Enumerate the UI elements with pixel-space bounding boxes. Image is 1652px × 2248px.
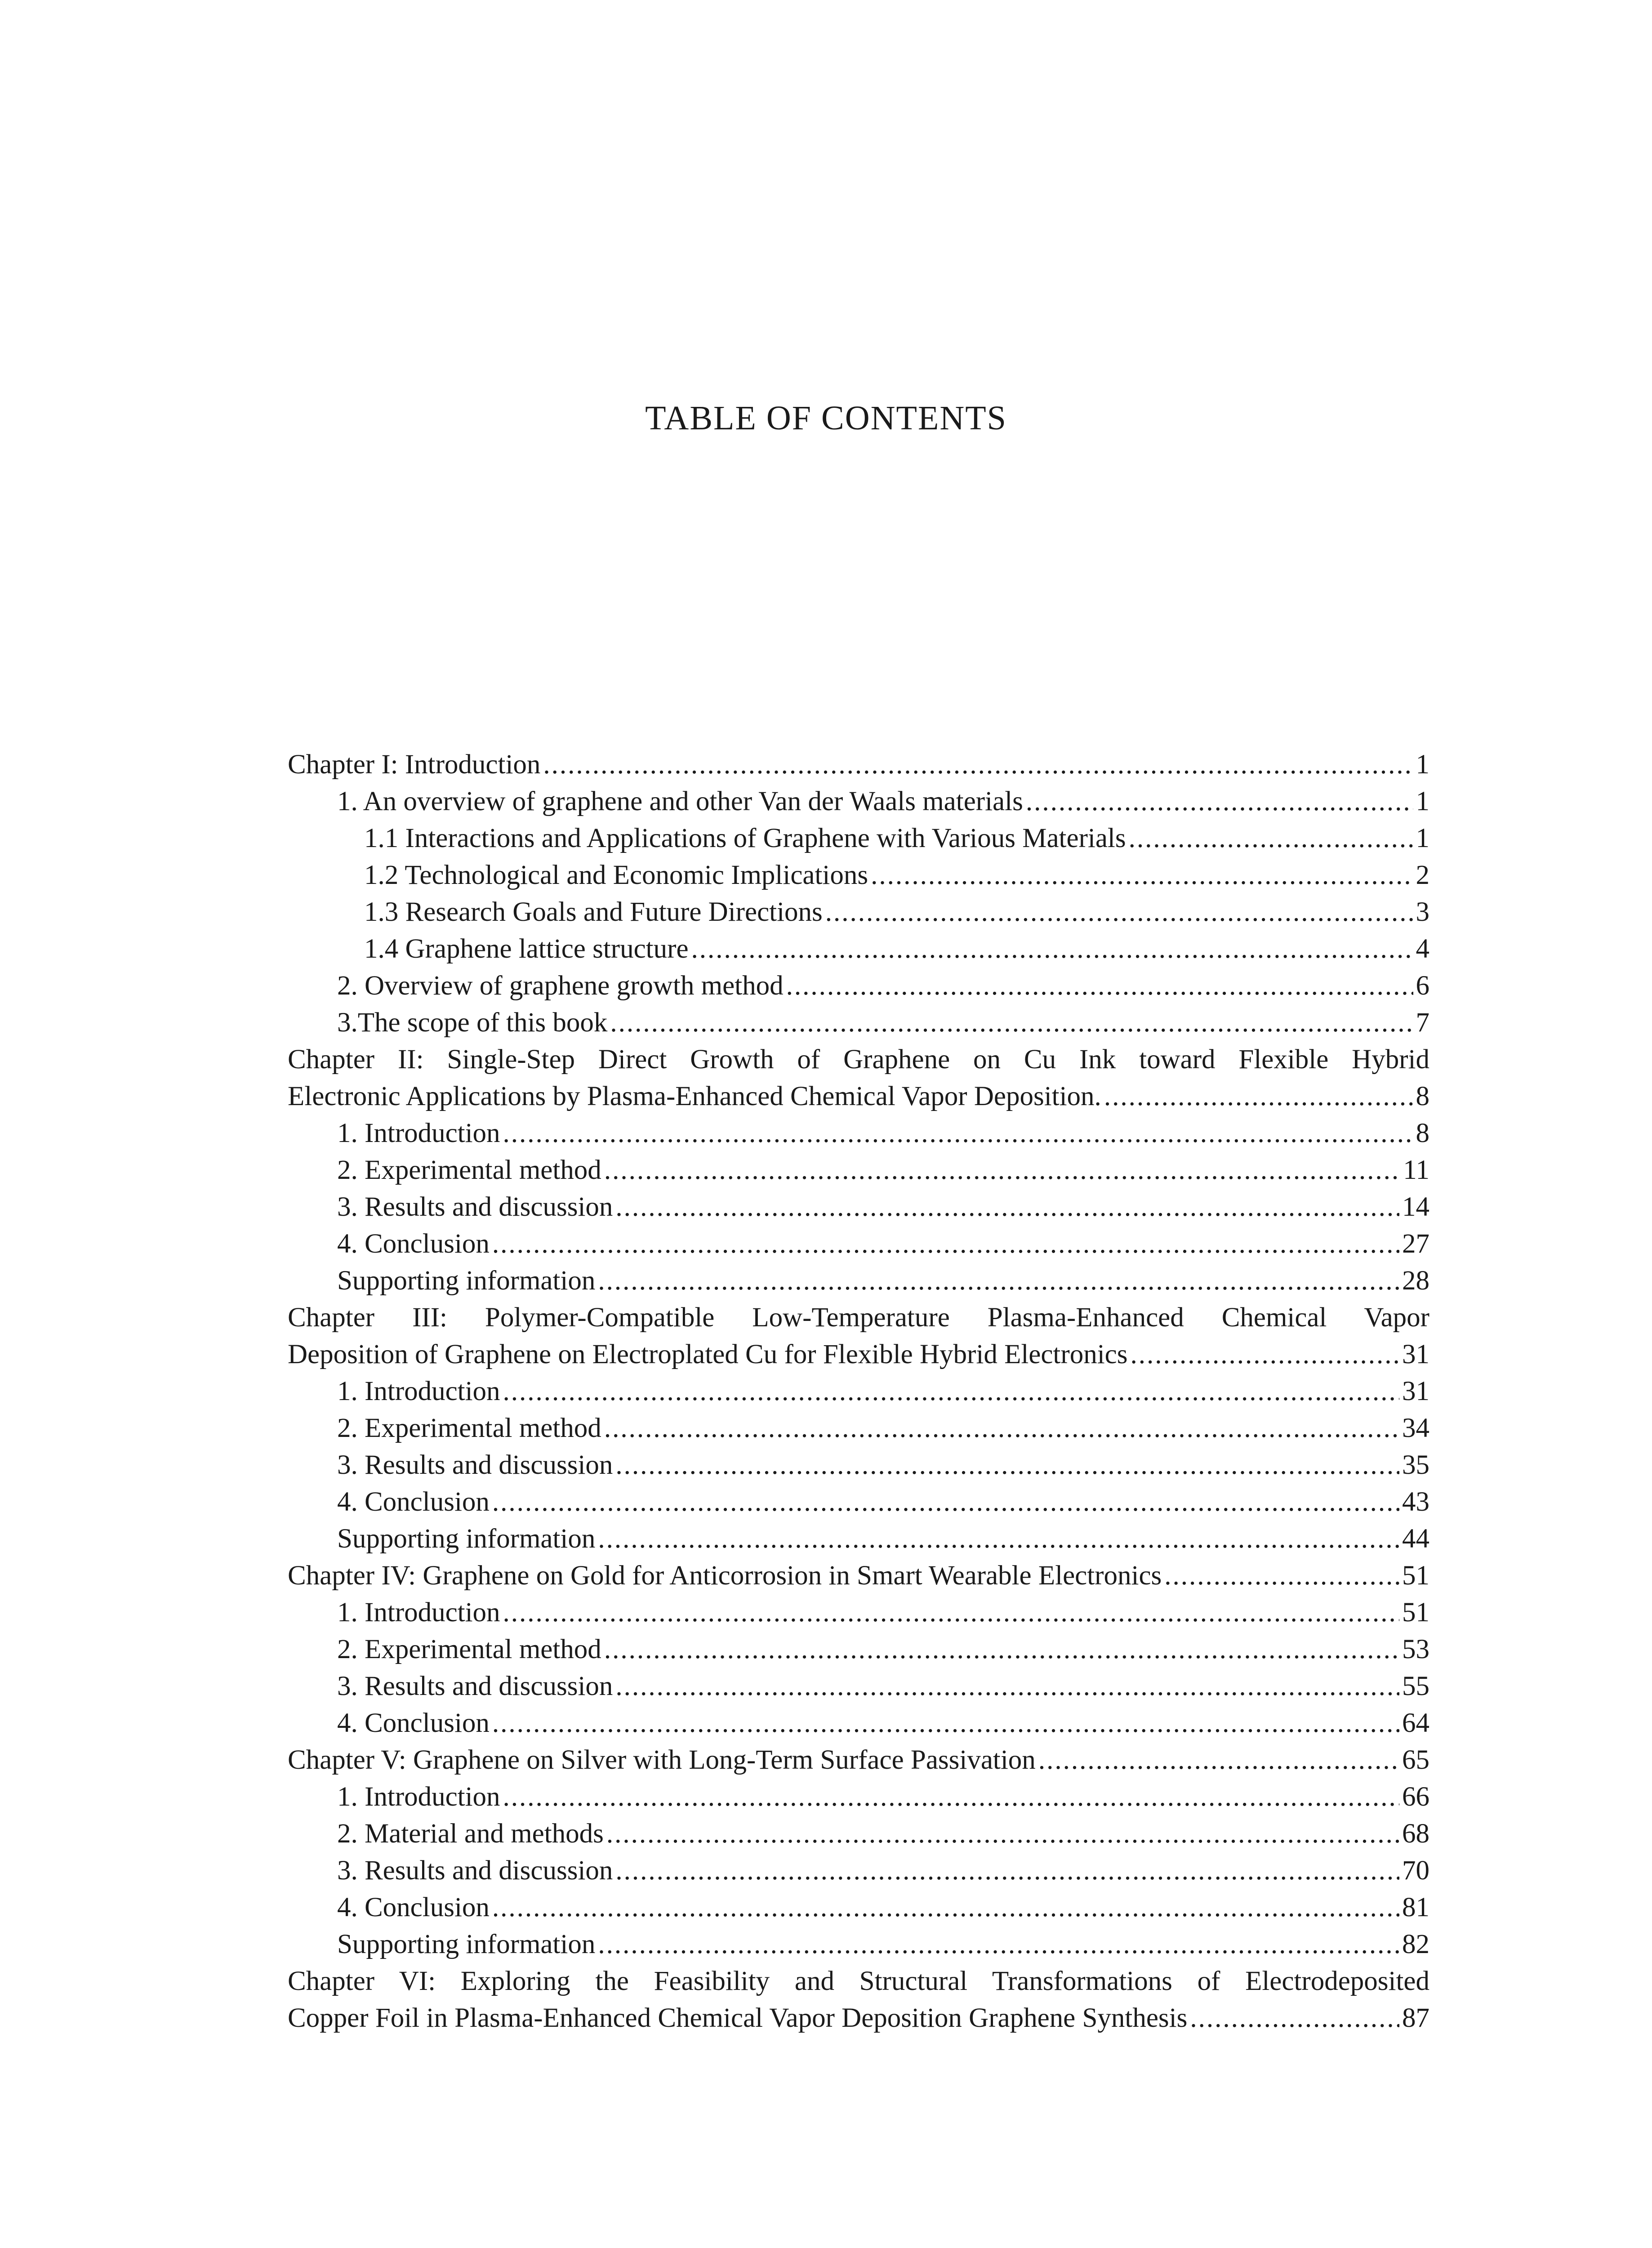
toc-entry-section[interactable] [288, 1373, 1429, 1410]
toc-entry-chapter-3[interactable] [288, 1299, 1429, 1373]
leader-dots [1038, 1742, 1399, 1779]
toc-entry-label: Chapter I: Introduction [288, 749, 541, 780]
toc-entry-chapter-2[interactable] [288, 1041, 1429, 1115]
toc-entry-label: 2. Experimental method [337, 1634, 601, 1664]
toc-page-number: 51 [1402, 1561, 1429, 1591]
leader-dots [1104, 1078, 1413, 1115]
toc-entry-section[interactable] [288, 1410, 1429, 1447]
leader-dots [503, 1115, 1413, 1152]
leader-dots [604, 1631, 1399, 1668]
leader-dots [1130, 1336, 1399, 1373]
leader-dots [1164, 1557, 1399, 1594]
toc-page-number: 81 [1402, 1892, 1429, 1922]
toc-page-number: 6 [1416, 971, 1429, 1001]
toc-entry-section[interactable] [288, 1889, 1429, 1926]
toc-page-number: 2 [1416, 860, 1429, 890]
toc-entry-label: Supporting information [337, 1524, 596, 1554]
toc-entry-label: 1. An overview of graphene and other Van der Waals materials [337, 786, 1023, 816]
leader-dots [615, 1668, 1399, 1705]
toc-entry-label: 3. Results and discussion [337, 1450, 613, 1480]
leader-dots [604, 1152, 1400, 1189]
toc-entry-section[interactable] [288, 783, 1429, 820]
leader-dots [503, 1779, 1399, 1815]
leader-dots [598, 1521, 1399, 1557]
leader-dots [604, 1410, 1399, 1447]
toc-page-number: 34 [1402, 1413, 1429, 1443]
toc-entry-section[interactable] [288, 1631, 1429, 1668]
toc-page-number: 31 [1402, 1339, 1429, 1369]
leader-dots [606, 1815, 1399, 1852]
toc-entry-section[interactable] [288, 1004, 1429, 1041]
toc-entry-label: 1.1 Interactions and Applications of Graphene with Various Materials [364, 823, 1126, 853]
toc-entry-section[interactable] [288, 1815, 1429, 1852]
leader-dots [871, 857, 1413, 894]
toc-entry-label-line-1: Chapter III: Polymer-Compatible Low-Temperature Plasma-Enhanced Chemical Vapor [288, 1302, 1429, 1333]
toc-entry-label: 3.The scope of this book [337, 1008, 608, 1038]
toc-entry-chapter-4[interactable] [288, 1557, 1429, 1594]
toc-page-number: 4 [1416, 934, 1429, 964]
toc-page-number: 70 [1402, 1855, 1429, 1886]
toc-page-number: 11 [1403, 1155, 1429, 1185]
toc-entry-section[interactable] [288, 1189, 1429, 1226]
toc-page-number: 1 [1416, 786, 1429, 816]
toc-entry-section[interactable] [288, 1852, 1429, 1889]
leader-dots [1129, 820, 1413, 857]
toc-page-number: 87 [1402, 2003, 1429, 2033]
toc-page-number: 68 [1402, 1819, 1429, 1849]
toc-entry-chapter-1[interactable] [288, 746, 1429, 783]
leader-dots [492, 1484, 1399, 1521]
leader-dots [492, 1705, 1399, 1742]
toc-entry-section[interactable] [288, 1226, 1429, 1262]
toc-entry-label: 2. Experimental method [337, 1413, 601, 1443]
toc-entry-section[interactable] [288, 1668, 1429, 1705]
toc-page-number: 7 [1416, 1008, 1429, 1038]
toc-entry-label-line-2: Deposition of Graphene on Electroplated Cu for Flexible Hybrid Electronics [288, 1339, 1128, 1369]
toc-entry-section[interactable] [288, 1262, 1429, 1299]
toc-entry-section[interactable] [288, 1521, 1429, 1557]
toc-entry-label: 1. Introduction [337, 1118, 500, 1148]
leader-dots [503, 1373, 1399, 1410]
leader-dots [610, 1004, 1413, 1041]
toc-page-number: 53 [1402, 1634, 1429, 1664]
toc-page-number: 55 [1402, 1671, 1429, 1701]
toc-page-number: 44 [1402, 1524, 1429, 1554]
toc-entry-label: Chapter IV: Graphene on Gold for Anticorrosion in Smart Wearable Electronics [288, 1561, 1162, 1591]
toc-page-number: 51 [1402, 1597, 1429, 1628]
toc-entry-label: 2. Overview of graphene growth method [337, 971, 784, 1001]
leader-dots [615, 1852, 1399, 1889]
toc-entry-subsection[interactable] [288, 820, 1429, 857]
toc-entry-section[interactable] [288, 1484, 1429, 1521]
toc-entry-chapter-5[interactable] [288, 1742, 1429, 1779]
toc-entry-subsection[interactable] [288, 931, 1429, 968]
leader-dots [825, 894, 1413, 931]
toc-page-number: 35 [1402, 1450, 1429, 1480]
toc-entry-label: 1. Introduction [337, 1782, 500, 1812]
toc-page-number: 28 [1402, 1266, 1429, 1296]
toc-entry-label: Chapter V: Graphene on Silver with Long-Term Surface Passivation [288, 1745, 1036, 1775]
toc-page-number: 8 [1416, 1081, 1429, 1111]
leader-dots [598, 1926, 1399, 1963]
leader-dots [786, 968, 1413, 1004]
toc-page-number: 3 [1416, 897, 1429, 927]
toc-entry-label-line-2: Copper Foil in Plasma-Enhanced Chemical Vapor Deposition Graphene Synthesis [288, 2003, 1188, 2033]
page-title: TABLE OF CONTENTS [645, 399, 1007, 437]
leader-dots [691, 931, 1413, 968]
toc-entry-label: 3. Results and discussion [337, 1855, 613, 1886]
toc-entry-label: 1.4 Graphene lattice structure [364, 934, 689, 964]
toc-entry-label-line-2: Electronic Applications by Plasma-Enhanced Chemical Vapor Deposition. [288, 1081, 1101, 1111]
toc-entry-section[interactable] [288, 968, 1429, 1004]
toc-entry-section[interactable] [288, 1926, 1429, 1963]
leader-dots [615, 1447, 1399, 1484]
toc-entry-label: 4. Conclusion [337, 1892, 490, 1922]
toc-page-number: 64 [1402, 1708, 1429, 1738]
toc-page-number: 14 [1402, 1192, 1429, 1222]
table-of-contents [288, 746, 1429, 2037]
leader-dots [1026, 783, 1413, 820]
toc-page-number: 27 [1402, 1229, 1429, 1259]
toc-entry-chapter-6[interactable] [288, 1963, 1429, 2037]
toc-entry-section[interactable] [288, 1115, 1429, 1152]
toc-entry-label-line-1: Chapter VI: Exploring the Feasibility and Structural Transformations of Electrodeposited [288, 1966, 1429, 1996]
toc-page-number: 31 [1402, 1376, 1429, 1406]
toc-page-number: 8 [1416, 1118, 1429, 1148]
toc-entry-label: 2. Experimental method [337, 1155, 601, 1185]
toc-entry-label: 4. Conclusion [337, 1487, 490, 1517]
toc-entry-label: 1. Introduction [337, 1376, 500, 1406]
leader-dots [503, 1594, 1399, 1631]
toc-entry-section[interactable] [288, 1447, 1429, 1484]
toc-entry-label: 3. Results and discussion [337, 1192, 613, 1222]
toc-entry-label: 3. Results and discussion [337, 1671, 613, 1701]
toc-page-number: 66 [1402, 1782, 1429, 1812]
toc-entry-label: 1. Introduction [337, 1597, 500, 1628]
toc-page-number: 65 [1402, 1745, 1429, 1775]
leader-dots [543, 746, 1413, 783]
toc-entry-subsection[interactable] [288, 857, 1429, 894]
toc-entry-label-line-1: Chapter II: Single-Step Direct Growth of Graphene on Cu Ink toward Flexible Hybrid [288, 1044, 1429, 1075]
toc-entry-label: Supporting information [337, 1929, 596, 1959]
toc-entry-label: Supporting information [337, 1266, 596, 1296]
leader-dots [615, 1189, 1399, 1226]
toc-entry-section[interactable] [288, 1152, 1429, 1189]
toc-entry-label: 4. Conclusion [337, 1229, 490, 1259]
toc-page-number: 82 [1402, 1929, 1429, 1959]
toc-entry-label: 4. Conclusion [337, 1708, 490, 1738]
leader-dots [1190, 2000, 1399, 2037]
toc-entry-section[interactable] [288, 1779, 1429, 1815]
toc-entry-label: 1.3 Research Goals and Future Directions [364, 897, 823, 927]
toc-page-number: 1 [1416, 749, 1429, 780]
toc-entry-subsection[interactable] [288, 894, 1429, 931]
toc-entry-label: 2. Material and methods [337, 1819, 604, 1849]
leader-dots [598, 1262, 1399, 1299]
leader-dots [492, 1889, 1399, 1926]
toc-entry-section[interactable] [288, 1594, 1429, 1631]
toc-entry-section[interactable] [288, 1705, 1429, 1742]
leader-dots [492, 1226, 1399, 1262]
toc-page-number: 1 [1416, 823, 1429, 853]
toc-page-number: 43 [1402, 1487, 1429, 1517]
toc-entry-label: 1.2 Technological and Economic Implications [364, 860, 868, 890]
